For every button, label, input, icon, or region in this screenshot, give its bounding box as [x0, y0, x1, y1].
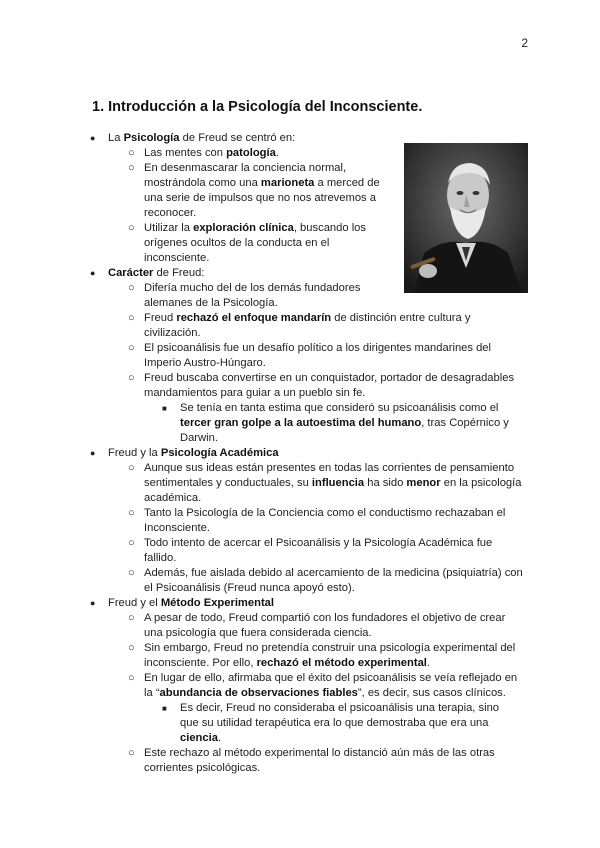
bold-text: marioneta: [260, 177, 315, 189]
page-number: 2: [521, 36, 528, 50]
bullet-marker: ●: [90, 598, 96, 608]
section-heading: 1. Introducción a la Psicología del Inconsciente.: [92, 99, 423, 115]
text: En desenmascarar la conciencia normal, mostrándola como una: [144, 162, 347, 189]
bold-text: Psicología: [123, 132, 180, 144]
text: de distinción entre cultura y civilización.: [144, 312, 471, 339]
text: Difería mucho del de los demás fundadores alemanes de la Psicología.: [144, 282, 361, 309]
bullet-marker: ○: [128, 462, 135, 474]
bullet-marker: ○: [128, 342, 135, 354]
text: .: [217, 732, 222, 744]
text: Freud y el: [108, 597, 161, 609]
text: Este rechazo al método experimental lo distanció aún más de las otras corrientes psicológicas.: [144, 747, 495, 774]
bold-text: patología: [226, 147, 276, 159]
bullet-marker: ○: [128, 372, 135, 384]
list-item-level-2: [0, 221, 384, 266]
text: ha sido: [364, 477, 407, 489]
text: Todo intento de acercar el Psicoanálisis y la Psicología Académica fue fallido.: [144, 537, 493, 564]
bold-text: influencia: [311, 477, 365, 489]
bullet-list: [0, 131, 600, 776]
list-item-level-2: [0, 371, 526, 401]
list-item-level-2: [0, 341, 526, 371]
text: En lugar de ello, afirmaba que el éxito del psicoanálisis se veía reflejado en la “: [144, 672, 518, 699]
list-item-level-1: [0, 596, 490, 611]
text: a merced de una serie de impulsos que no nos atrevemos a reconocer.: [144, 177, 380, 219]
bullet-marker: ■: [162, 404, 167, 413]
list-item-level-2: [0, 311, 526, 341]
list-item-level-2: [0, 566, 526, 596]
text: Freud y la: [108, 447, 161, 459]
bold-text: menor: [406, 477, 441, 489]
bullet-marker: ○: [128, 282, 135, 294]
bold-text: ciencia: [180, 732, 218, 744]
list-item-level-2: [0, 746, 526, 776]
bullet-marker: ○: [128, 162, 135, 174]
bullet-marker: ○: [128, 312, 135, 324]
text: , tras Copérnico y Darwin.: [180, 417, 509, 444]
bullet-marker: ○: [128, 537, 135, 549]
bold-text: Método Experimental: [160, 597, 274, 609]
text: de Freud se centró en:: [179, 132, 296, 144]
bullet-marker: ○: [128, 642, 135, 654]
bullet-marker: ●: [90, 268, 96, 278]
text: La: [108, 132, 124, 144]
list-item-level-1: [0, 266, 348, 281]
bold-text: exploración clínica: [193, 222, 294, 234]
text: .: [426, 657, 431, 669]
bullet-marker: ●: [90, 133, 96, 143]
bullet-marker: ○: [128, 567, 135, 579]
list-item-level-2: [0, 641, 526, 671]
list-item-level-2: [0, 146, 384, 161]
text: Es decir, Freud no consideraba el psicoanálisis una terapia, sino que su utilidad terapéutica era lo que demostraba que era una: [180, 702, 500, 729]
bullet-marker: ○: [128, 222, 135, 234]
list-item-level-2: [0, 671, 526, 701]
text: Freud buscaba convertirse en un conquistador, portador de desagradables mandamientos para guiar a un pueblo sin fe.: [144, 372, 515, 399]
text: Aunque sus ideas están presentes en todas las corrientes de pensamiento sentimentales y conductuales, su: [144, 462, 515, 489]
bold-text: abundancia de observaciones fiables: [159, 687, 358, 699]
text: de Freud:: [153, 267, 205, 279]
text: Las mentes con: [144, 147, 227, 159]
list-item-level-3: [0, 701, 520, 746]
list-item-level-2: [0, 611, 526, 641]
bullet-marker: ○: [128, 612, 135, 624]
list-item-level-2: [0, 461, 526, 506]
bold-text: rechazó el método experimental: [256, 657, 427, 669]
text: El psicoanálisis fue un desafío político a los dirigentes mandarines del Imperio Austro-Húngaro.: [144, 342, 492, 369]
bold-text: Carácter: [108, 267, 154, 279]
bullet-marker: ●: [90, 448, 96, 458]
bullet-marker: ○: [128, 747, 135, 759]
list-item-level-1: [0, 131, 348, 146]
text: en la psicología académica.: [144, 477, 522, 504]
list-item-level-1: [0, 446, 490, 461]
list-item-level-2: [0, 506, 526, 536]
text: ”, es decir, sus casos clínicos.: [357, 687, 506, 699]
bold-text: Psicología Académica: [160, 447, 279, 459]
bullet-marker: ○: [128, 147, 135, 159]
list-item-level-3: [0, 401, 520, 446]
text: Además, fue aislada debido al acercamiento de la medicina (psiquiatría) con el Psicoanálisis (Freud nunca apoyó esto).: [144, 567, 523, 594]
bullet-marker: ○: [128, 672, 135, 684]
text: Freud: [144, 312, 177, 324]
list-item-level-2: [0, 161, 384, 221]
bold-text: rechazó el enfoque mandarín: [176, 312, 332, 324]
text: , buscando los orígenes ocultos de la conducta en el inconsciente.: [144, 222, 366, 264]
list-item-level-2: [0, 536, 526, 566]
text: Sin embargo, Freud no pretendía construir una psicología experimental del inconsciente. Por ello,: [144, 642, 516, 669]
text: Utilizar la: [144, 222, 194, 234]
text: Tanto la Psicología de la Conciencia como el conductismo rechazaban el Inconsciente.: [144, 507, 506, 534]
text: Se tenía en tanta estima que consideró su psicoanálisis como el: [180, 402, 499, 414]
bullet-marker: ■: [162, 704, 167, 713]
bullet-marker: ○: [128, 507, 135, 519]
list-item-level-2: [0, 281, 408, 311]
bold-text: tercer gran golpe a la autoestima del humano: [180, 417, 422, 429]
text: A pesar de todo, Freud compartió con los fundadores el objetivo de crear una psicología que fuera considerada ciencia.: [144, 612, 506, 639]
text: .: [275, 147, 279, 159]
